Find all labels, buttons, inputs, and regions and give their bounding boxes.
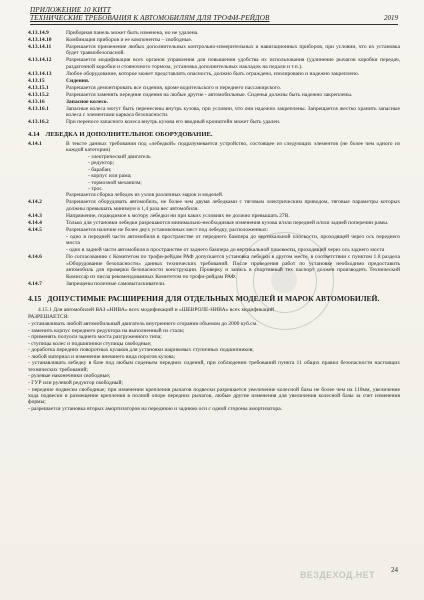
clause-text: Запасные колеса могут быть перенесены внутрь кузова, при условии, что они надежно закреплены. Запрещается жестко хранить запасные колеса с элементами каркаса безопасности. [66,105,400,119]
clause-text: Запрещены полезные самовытаскиватели. [66,280,166,287]
clause-4-15-1 [28,307,400,313]
clause-number: 4.13.15 [28,77,45,84]
clauses-4-13 [28,30,400,126]
list-item: - устанавливать лебедку в базе под любым сиденьем передних сидений, при соблюдении требований пункта 11 общих правил безопасности настоящих технических требований; [28,360,400,373]
clause-4-13-15-2 [28,92,400,98]
winch-components-list [28,154,400,192]
page-header [30,6,398,25]
list-item: - барабан; [88,166,112,173]
clause-4-14-7 [28,281,400,287]
clause-4-13-15 [28,78,400,84]
clause-4-14-3 [28,213,400,219]
clause-number: 4.15.1 [38,306,52,313]
clause-text: Запасное колесо. [66,98,108,105]
clause-text: Разрешается наличие не более двух установочных мест под лебедку, расположенных: [66,226,269,233]
clause-4-13-14-10 [28,37,400,43]
list-item: - применять полуоси заднего моста разгруженного типа; [28,334,162,341]
clauses-4-14-2-to-5 [28,199,400,233]
clause-number: 4.13.14.13 [28,70,52,77]
document-body [28,30,400,413]
watermark-logo: ВЕЗДЕХОД.НЕТ [300,570,375,580]
list-item: - тормозной механизм; [88,179,142,186]
clause-4-13-14-11 [28,44,400,57]
clause-number: 4.13.16.2 [28,119,49,126]
allowed-items-list [28,321,400,413]
clause-number: 4.13.15.1 [28,84,49,91]
header-year: 2019 [384,14,398,23]
list-item: - рулевые наконечники свободные; [28,373,111,380]
clause-text: В тексте данных требования под «лебедкой» подразумевается устройство, состоящее из следующих элементов (не более чем одного из каждой категории) [66,140,400,154]
section-title-text: ЛЕБЕДКА И ДОПОЛНИТЕЛЬНОЕ ОБОРУДОВАНИЕ. [45,130,213,138]
list-item: - заменить корпус переднего редуктора на выполненный из стали; [28,327,185,334]
list-item: - одно в передней части автомобиля в пространстве от переднего бампера до вертикальной плоскости, проходящей через ось переднего моста [66,233,400,247]
winch-assembly-note: Разрешается сборка лебедок из узлов различных марок и моделей. [66,192,224,199]
clause-text: Разрешается модификация всех органов управления для повышения удобства их использования (удлинение рычагов коробки передач, раздаточной коробки и стояночного тормоза, установка дополнительных накладок на педали и т.п.). [66,57,400,70]
clause-text: Комбинация приборов и ее компоненты – свободные. [66,37,193,43]
clauses-4-14-6-to-7 [28,254,400,287]
allowed-label: РАЗРЕШАЕТСЯ: [28,313,69,320]
list-item: - любой материал и изменение внешнего вида порогов кузова; [28,353,176,360]
clause-number: 4.14.4 [28,219,42,226]
clause-4-13-16-2 [28,119,400,125]
clause-4-13-14-9 [28,30,400,36]
clause-number: 4.13.15.2 [28,91,49,98]
clause-text: Разрешается оборудовать автомобиль, не более чем двумя лебедками с тяговым электрическим приводом, тяговые параметры которых должны превышать минимум в 1,4 раза вес автомобиля. [66,199,400,212]
clause-4-13-16 [28,99,400,105]
clause-4-14-1 [28,141,400,154]
clause-number: 4.13.16 [28,98,45,105]
list-item: - одно в задней части автомобиля в пространстве от заднего бампера до вертикальной плоскости, проходящей через ось заднего моста [66,247,385,254]
section-4-14-title [28,131,400,139]
list-item: - ГУР или рулевой редуктор свободный; [28,380,124,387]
clause-text: Любое оборудование, которое может представлять опасность, должно быть ограждено, изолировано и надежно закреплено. [66,70,360,77]
section-4-15-title [28,294,400,303]
clause-text: Для автомобилей ВАЗ «НИВА» всех модификаций и «ШЕВРОЛЕ-НИВА» всех модификаций [53,306,274,313]
clause-number: 4.14.1 [28,140,42,147]
clause-text: Разрешается заменять передние сидения на любые другие - автомобильные. Сиденья должны быть надежно закреплены. [66,91,353,98]
list-item: - ступицы колес и подшипники ступицы свободные; [28,340,152,347]
clause-number: 4.13.14.9 [28,30,49,36]
clause-text: При переносе запасного колеса внутрь кузова его вводный кронштейн может быть удален. [66,119,281,126]
clause-number: 4.14.6 [28,254,42,261]
section-number: 4.15 [28,293,42,303]
list-item: - передние подвески свободные; при изменении крепления рычагов подвески разрешается увеличение колесной базы не более чем на 110мм, увеличение хода подвески и размещение крепления в полной опоре передних рычагов, любые другие изменения для увеличения колесной базы за счет изменения формы; [28,386,400,406]
section-number: 4.14 [28,130,40,138]
clause-number: 4.14.7 [28,280,42,287]
clause-number: 4.13.16.1 [28,105,49,112]
list-item: - корпус или рама; [88,173,132,180]
header-row [30,14,398,22]
clause-text: Сидения. [66,77,90,84]
clause-number: 4.13.14.10 [28,37,52,43]
list-item: - редуктор; [88,160,115,167]
winch-mounting-places-list [28,234,400,254]
header-subtitle: ТЕХНИЧЕСКИЕ ТРЕБОВАНИЯ К АВТОМОБИЛЯМ ДЛЯ ТРОФИ-РЕЙДОВ [30,14,270,23]
header-rule [30,24,398,25]
clause-4-14-4 [28,220,400,226]
section-title-text: ДОПУСТИМЫЕ РАСШИРЕНИЯ ДЛЯ ОТДЕЛЬНЫХ МОДЕЛЕЙ И МАРОК АВТОМОБИЛЕЙ. [47,293,380,303]
clause-text: Разрешается демонтировать все сидения, кроме водительского и переднего пассажирского. [66,84,282,91]
clause-number: 4.14.2 [28,199,42,206]
list-item: - устанавливать любой автомобильный двигатель внутреннего сгорания объемом до 2000 куб.см. [28,320,258,327]
clause-4-14-6 [28,254,400,280]
list-item: - электрический двигатель [88,154,151,161]
page-number: 24 [391,566,398,574]
header-appendix: ПРИЛОЖЕНИЕ 10 КИТТ [30,6,111,14]
clause-4-13-14-12 [28,57,400,70]
clause-number: 4.13.14.12 [28,57,52,64]
clause-text: Напряжение, подводимое к мотору лебедки ни при каких условиях не должно превышать 27В. [66,212,290,219]
clause-text: Только для установки лебедки разрешаются минимально-необходимые изменения кузова и/или передней и/или задней поперечин рамы. [66,219,389,226]
clause-4-14-5 [28,227,400,233]
clause-text: Разрешается применение любых дополнительных контрольно-измерительных и навигационных приборов, при условии, что их установка будет травмобезопасной. [66,44,400,57]
clause-4-13-14-13 [28,71,400,77]
clause-number: 4.14.5 [28,226,42,233]
clause-4-13-16-1 [28,106,400,119]
clause-4-14-2 [28,199,400,212]
list-item: - разрешается установка вторых амортизаторов на переднюю и заднюю оси с одной стороны амортизатора. [28,406,283,413]
list-item: - трос. [88,186,104,193]
list-item: - доработка передних поворотных кулаков для установки шариковых ступичных подшипников; [28,347,254,354]
clause-number: 4.14.3 [28,212,42,219]
clause-number: 4.13.14.11 [28,44,52,50]
clause-4-13-15-1 [28,85,400,91]
clause-text: По согласованию с Комитетом по трофи-рейдам РАФ допускается установка лебедки в другом месте, в соответствии с пунктом 1.8 раздела «Оборудование безопасности» данных технических требований. После проведения работ по установке необходимо предоставить автомобиль для проверки безопасности конструкции. Проверку и запись в спортивный тех паспорт должен производить Технический Комиссар из числа рекомендованных Комитетом по трофи-рейдам РАФ. [66,254,400,280]
clause-text: Приборная панель может быть изменена, но не удалена. [66,30,199,36]
